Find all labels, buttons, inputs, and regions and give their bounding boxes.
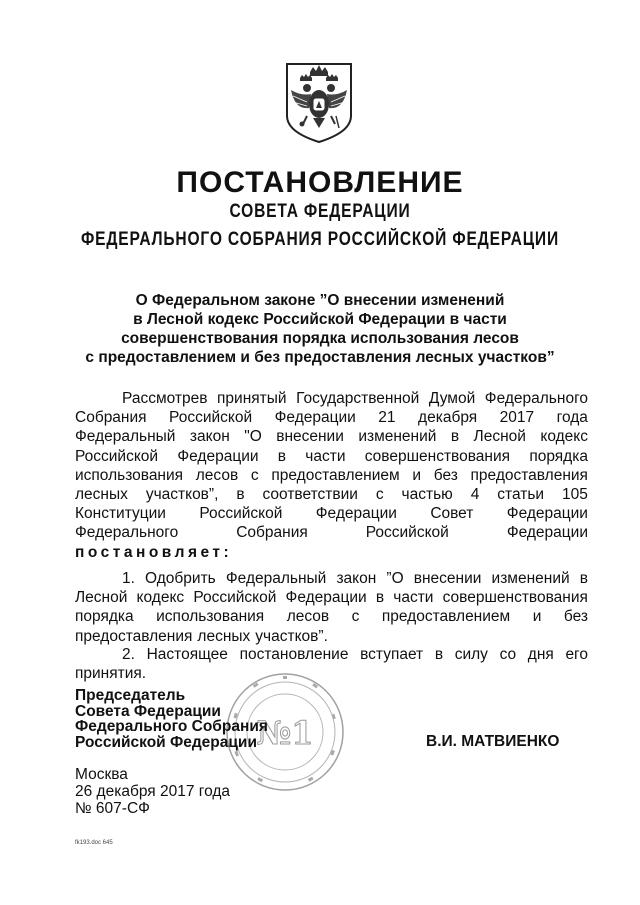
word: Собрания [236, 524, 308, 542]
word: "О [244, 428, 262, 446]
document-subtitle-line1: СОВЕТА ФЕДЕРАЦИИ [229, 201, 411, 222]
word: Федерации [506, 505, 588, 523]
word: в [277, 447, 287, 465]
word: декабря [418, 409, 478, 427]
word: Думой [428, 390, 476, 407]
word: кодекс [136, 589, 185, 607]
decree-word: постановляет: [75, 543, 233, 561]
word: предоставления [470, 466, 588, 484]
word: и [412, 466, 422, 484]
word: Российской [365, 524, 449, 542]
paragraph-line [75, 645, 588, 664]
word: Совет [430, 505, 474, 523]
word: предоставлением [381, 608, 511, 626]
paragraph-line [75, 466, 588, 485]
word: 105 [562, 486, 588, 504]
document-number: № 607-СФ [75, 800, 150, 817]
decree-word-line [75, 543, 588, 562]
word: участков”, [145, 486, 219, 504]
word: 21 [378, 409, 396, 427]
stamp-number: №1 [256, 714, 314, 752]
word: Российской [75, 447, 159, 465]
word: в [434, 646, 444, 663]
word: дня [527, 646, 554, 663]
coat-of-arms-emblem [283, 60, 355, 144]
word: Федерации [315, 505, 397, 523]
word: 2. [122, 646, 135, 663]
word: изменений [491, 570, 570, 587]
word: частью [401, 486, 453, 504]
word: Российской [169, 409, 253, 427]
word: внесении [413, 570, 482, 587]
word: 4 [470, 486, 480, 504]
word: порядка [75, 608, 134, 626]
word: 2017 [499, 409, 535, 427]
paragraph-line [75, 523, 588, 542]
word: Рассмотрев [122, 390, 208, 407]
subject-line: совершенствования порядка использования лесов [121, 330, 519, 347]
word: с [375, 486, 384, 504]
paragraph-line [75, 607, 588, 626]
word: и [532, 608, 542, 626]
word: в [375, 589, 385, 607]
word: Федерального [484, 390, 588, 407]
word: вступает [360, 646, 424, 663]
preamble-paragraph [75, 389, 588, 562]
signer-position-line: Российской Федерации [75, 733, 257, 751]
paragraph-line [75, 447, 588, 466]
word: Федеральный [75, 428, 176, 446]
word: изменений [358, 428, 437, 446]
document-title: ПОСТАНОВЛЕНИЕ [176, 166, 464, 199]
word: части [393, 589, 434, 607]
word: постановление [239, 646, 349, 663]
word: без [433, 466, 458, 484]
word: участков”. [255, 627, 328, 645]
word: Федерации [285, 589, 367, 607]
word: внесении [276, 428, 344, 446]
place-date-number [75, 766, 230, 817]
paragraph-line [75, 389, 588, 408]
word: принятия. [75, 665, 147, 683]
word: с [351, 608, 360, 626]
word: использования [75, 466, 184, 484]
word: в [579, 570, 588, 587]
word: в [450, 428, 460, 446]
word: Федеральный [225, 570, 327, 587]
word: порядка [529, 447, 588, 465]
word: со [499, 646, 517, 663]
paragraph-line [75, 427, 588, 446]
word: совершенствования [442, 589, 588, 607]
file-code: fk193.doc 645 [75, 840, 113, 846]
paragraph-line [75, 627, 588, 646]
word: закон [336, 570, 377, 587]
approval-paragraph [75, 569, 588, 646]
word: использования [156, 608, 265, 626]
word: части [305, 447, 346, 465]
word: лесных [197, 627, 251, 645]
word: Одобрить [145, 570, 216, 587]
word: Собрания [75, 409, 147, 427]
subject-line: О Федеральном законе ”О внесении изменений [135, 292, 505, 309]
word: с [250, 466, 259, 484]
word: Российской [193, 589, 277, 607]
word: Конституции [75, 505, 166, 523]
paragraph-line [75, 485, 588, 504]
word: Федерации [506, 524, 588, 542]
word: закон [189, 428, 230, 446]
word: 1. [122, 570, 135, 587]
resolution-subject [60, 291, 580, 367]
word: в [236, 486, 245, 504]
paragraph-line [75, 504, 588, 523]
signer-position-line: Совета Федерации [75, 702, 221, 720]
signer-name: В.И. МАТВИЕНКО [426, 733, 560, 750]
word: предоставлением [271, 466, 400, 484]
paragraph-line [75, 588, 588, 607]
subject-line: в Лесной кодекс Российской Федерации в части [133, 311, 507, 328]
word: ”О [386, 570, 404, 587]
signer-position [75, 688, 268, 750]
word: предоставления [75, 627, 193, 645]
signer-position-line: Федерального Собрания [75, 718, 268, 735]
word: его [565, 646, 588, 663]
word: принятый [217, 390, 287, 407]
word: Лесной [75, 589, 128, 607]
word: Федерального [75, 524, 179, 542]
city: Москва [75, 766, 128, 783]
subject-line: с предоставлением и без предоставления лесных участков” [85, 349, 555, 366]
word: Государственной [296, 390, 420, 407]
signer-position-line: Председатель [75, 687, 186, 704]
word: соответствии [262, 486, 358, 504]
word: Российской [199, 505, 283, 523]
word: лесов [195, 466, 239, 484]
word: кодекс [540, 428, 588, 446]
paragraph-line [75, 408, 588, 427]
word: года [556, 409, 588, 427]
word: лесных [75, 486, 128, 504]
word: Федерации [274, 409, 356, 427]
word: Федерации [177, 447, 259, 465]
date: 26 декабря 2017 года [75, 783, 231, 800]
word: статьи [497, 486, 545, 504]
word: Настоящее [146, 646, 228, 663]
document-subtitle-line2: ФЕДЕРАЛЬНОГО СОБРАНИЯ РОССИЙСКОЙ ФЕДЕРАЦИИ [81, 229, 559, 250]
word: силу [454, 646, 488, 663]
paragraph-line [75, 569, 588, 588]
word: без [563, 608, 588, 626]
word: совершенствования [364, 447, 511, 465]
word: лесов [286, 608, 330, 626]
word: Лесной [473, 428, 526, 446]
